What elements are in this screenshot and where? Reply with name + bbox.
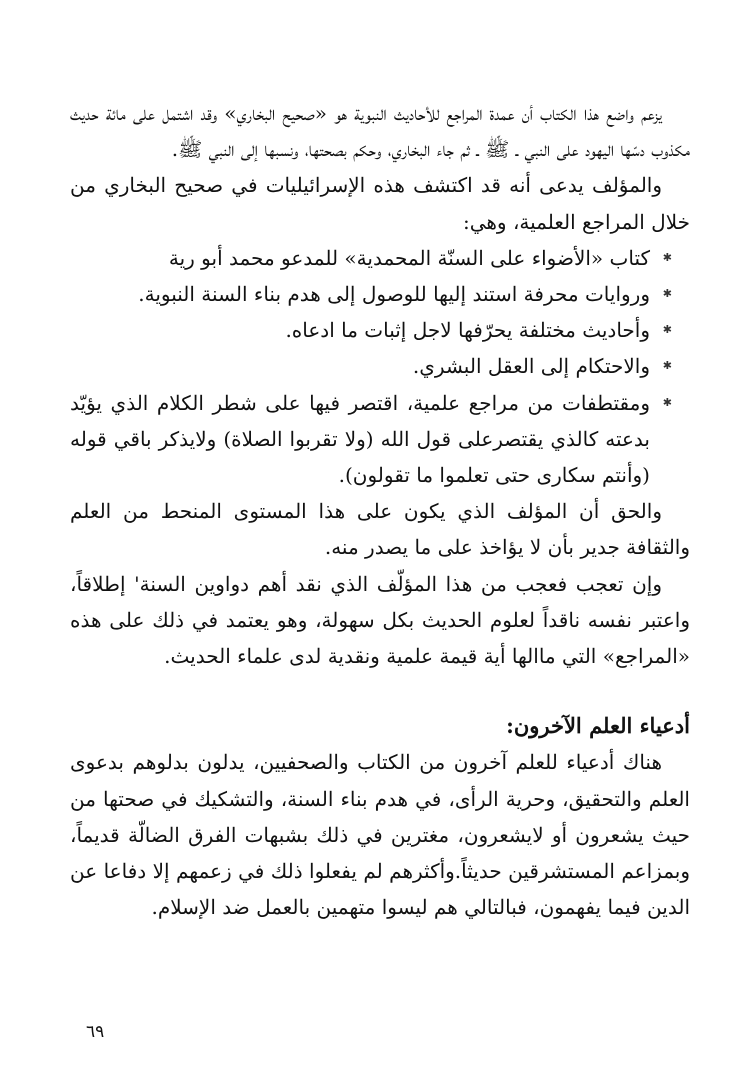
bullet-icon: ✱ [662, 359, 672, 373]
bullet-icon: ✱ [662, 395, 672, 409]
paragraph-claim: والمؤلف يدعى أنه قد اكتشف هذه الإسرائيليات في صحيح البخاري من خلال المراجع العلمية، وهي: [70, 173, 690, 234]
list-item: ✱ وروايات محرفة استند إليها للوصول إلى هدم بناء السنة النبوية. [70, 276, 672, 312]
page-body [70, 95, 690, 925]
bullet-icon: ✱ [662, 250, 672, 264]
list-item: ✱ والاحتكام إلى العقل البشري. [70, 348, 672, 384]
list-item: ✱ وأحاديث مختلفة يحرّفها لاجل إثبات ما ادعاه. [70, 312, 672, 348]
paragraph-wonder: وإن تعجب فعجب من هذا المؤلّف الذي نقد أهم دواوين السنة' إطلاقاً، واعتبر نفسه ناقداً لعلوم الحديث بكل سهولة، وهو يعتمد في ذلك على هذه «المراجع» التي ماالها أية قيمة علمية ونقدية لدى علماء الحديث. [70, 571, 690, 669]
references-list [70, 240, 690, 493]
page-number: ٦٩ [86, 1022, 105, 1042]
paragraph-intro: يزعم واضع هذا الكتاب أن عمدة المراجع للأحاديث النبوية هو «صحيح البخاري» وقد اشتمل على مائة حديث مكذوب دسّها اليهود على النبي ـ ﷺ ـ ثم جاء البخاري، وحكم بصحتها، ونسبها إلى النبي ﷺ. [70, 101, 690, 162]
paragraph-truth: والحق أن المؤلف الذي يكون على هذا المستوى المنحط من العلم والثقافة جدير بأن لا يؤاخذ على ما يصدر منه. [70, 499, 690, 560]
bullet-icon: ✱ [662, 323, 672, 337]
section-heading: أدعياء العلم الآخرون: [506, 713, 690, 739]
paragraph-pretenders: هناك أدعياء للعلم آخرون من الكتاب والصحفيين، يدلون بدلوهم بدعوى العلم والتحقيق، وحرية الرأى، في هدم بناء السنة، والتشكيك في صحتها من حيث يشعرون أو لايشعرون، مغترين في ذلك بشبهات الفرق الضالّة قديماً، وبمزاعم المستشرقين حديثاً.وأكثرهم لم يفعلوا ذلك في زعمهم إلا دفاعا عن الدين فيما يفهمون، فبالتالي هم ليسوا متهمين بالعمل ضد الإسلام. [70, 750, 690, 920]
list-item: ✱ كتاب «الأضواء على السنّة المحمدية» للمدعو محمد أبو رية [70, 240, 672, 276]
bullet-icon: ✱ [662, 287, 672, 301]
list-item: ✱ ومقتطفات من مراجع علمية، اقتصر فيها على شطر الكلام الذي يؤيّد بدعته كالذي يقتصرعلى قول الله (ولا تقربوا الصلاة) ولايذكر باقي قوله (وأنتم سكارى حتى تعلموا ما تقولون). [70, 385, 672, 494]
